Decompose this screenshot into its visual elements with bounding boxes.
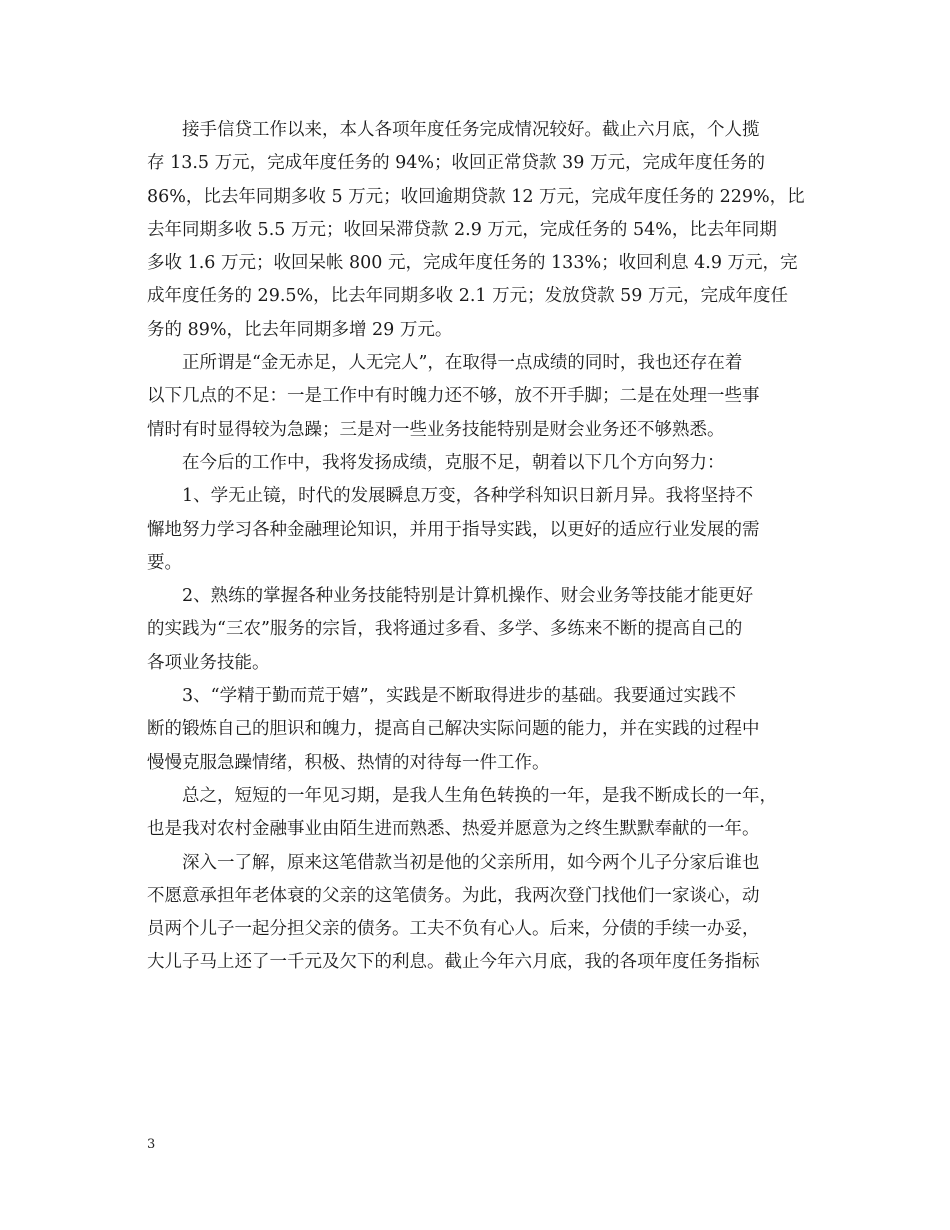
text-line: 懈地努力学习各种金融理论知识，并用于指导实践，以更好的适应行业发展的需 [147,519,760,540]
text-line: 以下几点的不足：一是工作中有时魄力还不够，放不开手脚；二是在处理一些事 [147,386,760,407]
document-body [147,114,807,980]
paragraph [147,447,807,480]
paragraph [147,347,807,447]
text-line: 1、学无止镜，时代的发展瞬息万变，各种学科知识日新月异。我将坚持不 [147,486,754,507]
text-line: 不愿意承担年老体衰的父亲的这笔债务。为此，我两次登门找他们一家谈心，动 [147,885,760,906]
text-line: 要。 [147,552,182,573]
text-line: 2、熟练的掌握各种业务技能特别是计算机操作、财会业务等技能才能更好 [147,586,754,607]
text-line: 各项业务技能。 [147,652,270,673]
text-line: 员两个儿子一起分担父亲的债务。工夫不负有心人。后来，分债的手续一办妥， [147,919,760,940]
text-line: 多收 1.6 万元；收回呆帐 800 元，完成年度任务的 133%；收回利息 4.9 万元，完 [147,253,798,274]
text-line: 慢慢克服急躁情绪，积极、热情的对待每一件工作。 [147,752,550,773]
text-line: 大儿子马上还了一千元及欠下的利息。截止今年六月底，我的各项年度任务指标 [147,952,760,973]
text-line: 86%，比去年同期多收 5 万元；收回逾期贷款 12 万元，完成年度任务的 229%，比 [147,186,805,207]
text-line: 总之，短短的一年见习期，是我人生角色转换的一年，是我不断成长的一年， [147,785,777,806]
text-line: 在今后的工作中，我将发扬成绩，克服不足，朝着以下几个方向努力： [147,452,725,473]
paragraph [147,780,807,847]
text-line: 正所谓是“金无赤足，人无完人”，在取得一点成绩的同时，我也还存在着 [147,353,743,374]
paragraph [147,847,807,980]
text-line: 也是我对农村金融事业由陌生进而熟悉、热爱并愿意为之终生默默奉献的一年。 [147,819,760,840]
text-line: 情时有时显得较为急躁；三是对一些业务技能特别是财会业务还不够熟悉。 [147,419,725,440]
paragraph [147,114,807,347]
paragraph [147,580,807,680]
text-line: 断的锻炼自己的胆识和魄力，提高自己解决实际问题的能力，并在实践的过程中 [147,719,760,740]
paragraph [147,480,807,580]
text-line: 接手信贷工作以来，本人各项年度任务完成情况较好。截止六月底，个人揽 [147,120,760,140]
text-line: 3、“学精于勤而荒于嬉”，实践是不断取得进步的基础。我要通过实践不 [147,686,737,707]
text-line: 成年度任务的 29.5%，比去年同期多收 2.1 万元；发放贷款 59 万元，完成年度任 [147,286,789,307]
page-number: 3 [147,1137,156,1152]
text-line: 存 13.5 万元，完成年度任务的 94%；收回正常贷款 39 万元，完成年度任务的 [147,153,765,174]
text-line: 的实践为“三农”服务的宗旨，我将通过多看、多学、多练来不断的提高自己的 [147,619,743,640]
text-line: 务的 89%，比去年同期多增 29 万元。 [147,319,453,340]
text-line: 深入一了解，原来这笔借款当初是他的父亲所用，如今两个儿子分家后谁也 [147,852,760,873]
text-line: 去年同期多收 5.5 万元；收回呆滞贷款 2.9 万元，完成任务的 54%，比去年同期 [147,219,777,240]
paragraph [147,680,807,780]
